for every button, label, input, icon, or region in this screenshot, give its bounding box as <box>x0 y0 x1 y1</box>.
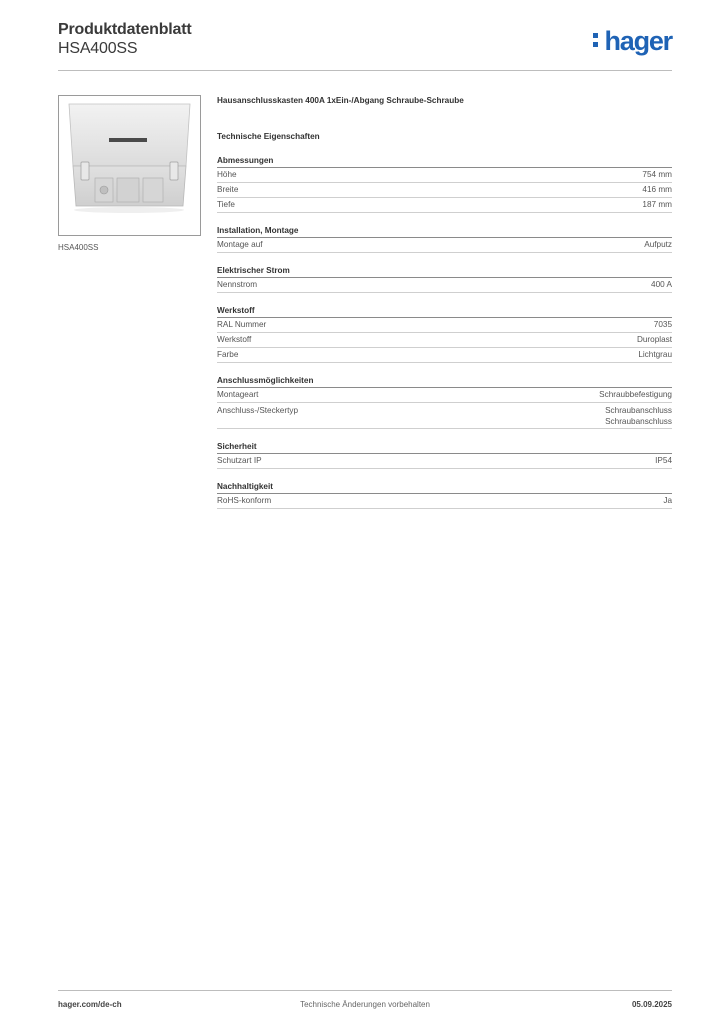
product-image-frame <box>58 95 201 236</box>
section-title: Nachhaltigkeit <box>217 481 672 494</box>
section-nachhaltigkeit <box>217 481 672 509</box>
spec-row <box>217 333 672 348</box>
spec-value: Ja <box>663 496 672 505</box>
spec-row <box>217 183 672 198</box>
spec-row <box>217 238 672 253</box>
logo-colon-mark <box>593 33 599 51</box>
spec-value: Schraubbefestigung <box>599 390 672 399</box>
spec-row <box>217 278 672 293</box>
product-photo-enclosure-icon <box>59 96 200 235</box>
spec-label: Montage auf <box>217 240 263 249</box>
spec-label: Höhe <box>217 170 237 179</box>
spec-value: 187 mm <box>642 200 672 209</box>
tech-properties-heading: Technische Eigenschaften <box>217 132 320 141</box>
spec-value: 7035 <box>653 320 672 329</box>
spec-label: Montageart <box>217 390 259 399</box>
spec-value: 754 mm <box>642 170 672 179</box>
section-title: Werkstoff <box>217 305 672 318</box>
spec-row <box>217 388 672 403</box>
product-code: HSA400SS <box>58 40 138 57</box>
spec-value: 400 A <box>651 280 672 289</box>
spec-label: Nennstrom <box>217 280 258 289</box>
spec-label: RAL Nummer <box>217 320 267 329</box>
page-footer <box>58 990 672 1015</box>
section-title: Anschlussmöglichkeiten <box>217 375 672 388</box>
section-title: Sicherheit <box>217 441 672 454</box>
footer-date: 05.09.2025 <box>631 1000 672 1009</box>
spec-value: Duroplast <box>636 335 672 344</box>
spec-label: Farbe <box>217 350 239 359</box>
page-header <box>58 20 672 71</box>
section-title: Installation, Montage <box>217 225 672 238</box>
spec-content <box>217 95 672 509</box>
spec-value: Aufputz <box>644 240 672 249</box>
spec-value-group <box>605 405 672 427</box>
spec-label: Tiefe <box>217 200 235 209</box>
spec-row <box>217 348 672 363</box>
section-installation <box>217 225 672 253</box>
spec-row <box>217 494 672 509</box>
spec-value: Schraubanschluss <box>605 406 672 415</box>
spec-value: 416 mm <box>642 185 672 194</box>
section-abmessungen <box>217 155 672 213</box>
spec-value: IP54 <box>655 456 672 465</box>
footer-website-link[interactable]: hager.com/de-ch <box>58 1000 122 1009</box>
section-anschlussmoeglichkeiten <box>217 375 672 429</box>
spec-label: Werkstoff <box>217 335 252 344</box>
spec-label: Anschluss-/Steckertyp <box>217 406 298 415</box>
document-title: Produktdatenblatt <box>58 21 192 38</box>
spec-row <box>217 168 672 183</box>
spec-label: Schutzart IP <box>217 456 262 465</box>
spec-value: Lichtgrau <box>638 350 672 359</box>
section-werkstoff <box>217 305 672 363</box>
hager-logo <box>604 26 672 56</box>
footer-notice: Technische Änderungen vorbehalten <box>300 1000 430 1009</box>
spec-label: RoHS-konform <box>217 496 272 505</box>
section-title: Abmessungen <box>217 155 672 168</box>
section-title: Elektrischer Strom <box>217 265 672 278</box>
spec-row <box>217 403 672 429</box>
spec-value: Schraubanschluss <box>605 417 672 426</box>
section-sicherheit <box>217 441 672 469</box>
image-caption: HSA400SS <box>58 243 99 252</box>
product-description: Hausanschlusskasten 400A 1xEin-/Abgang Schraube-Schraube <box>217 96 464 105</box>
spec-row <box>217 318 672 333</box>
spec-row <box>217 198 672 213</box>
section-elektrischer-strom <box>217 265 672 293</box>
logo-wordmark: hager <box>604 26 672 56</box>
spec-row <box>217 454 672 469</box>
spec-label: Breite <box>217 185 239 194</box>
